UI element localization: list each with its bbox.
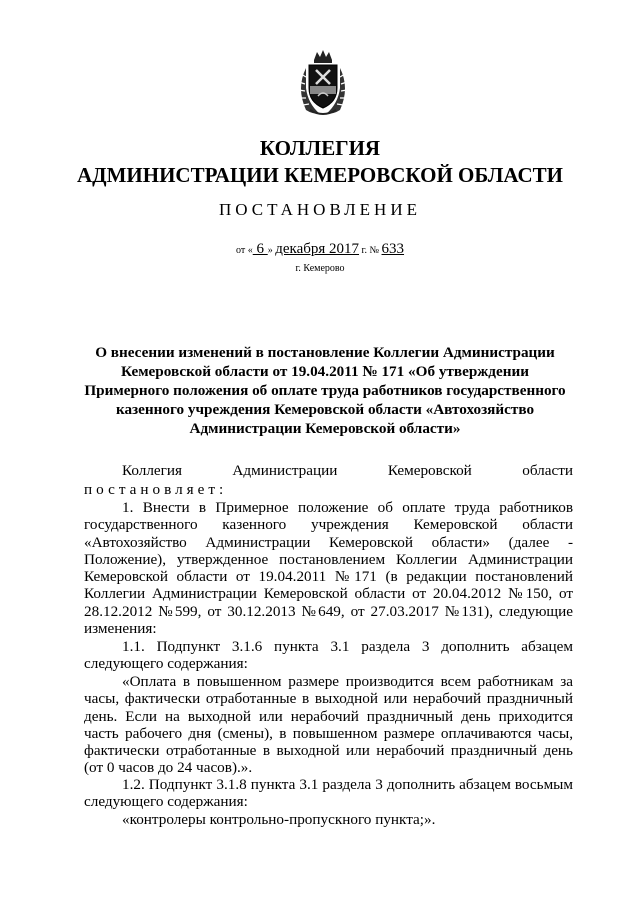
coat-of-arms-emblem bbox=[292, 48, 354, 118]
document-type: ПОСТАНОВЛЕНИЕ bbox=[218, 200, 421, 219]
quote-paragraph-2: «контролеры контрольно-пропускного пункта;». bbox=[122, 811, 436, 828]
org-title-line2: АДМИНИСТРАЦИИ КЕМЕРОВСКОЙ ОБЛАСТИ bbox=[76, 163, 564, 187]
intro-line: Коллегия Администрации Кемеровской области bbox=[122, 462, 573, 479]
org-title-line1: КОЛЛЕГИЯ bbox=[259, 136, 381, 160]
intro-word: постановляет: bbox=[84, 481, 228, 498]
date-month-year: декабря 2017 bbox=[275, 241, 360, 257]
document-subject: О внесении изменений в постановление Коллегии Администрации Кемеровской области от 19.04.2011 № 171 «Об утверждении Примерного положения об оплате труда работников государственного казенного учреждения Кемеровской области «Автохозяйство Администрации Кемеровской области» bbox=[84, 344, 566, 437]
document-city: г. Кемерово bbox=[295, 263, 345, 274]
date-day: 6 bbox=[252, 241, 268, 257]
paragraph-item1-2: 1.2. Подпункт 3.1.8 пункта 3.1 раздела 3 дополнить абзацем восьмым следующего содержания: bbox=[84, 776, 573, 811]
date-mid: » bbox=[267, 245, 276, 256]
document-date-line bbox=[0, 241, 640, 258]
paragraph-item1-1: 1.1. Подпункт 3.1.6 пункта 3.1 раздела 3 дополнить абзацем следующего содержания: bbox=[84, 638, 573, 673]
paragraph-item1: 1. Внести в Примерное положение об оплате труда работников государственного казенного учреждения Кемеровской области «Автохозяйство Администрации Кемеровской области» (далее - Положение), утвержденное постановлением Коллегии Администрации Кемеровской области от 19.04.2011 №171 (в редакции постановлений Коллегии Администрации Кемеровской области от 20.04.2012 №150, от 28.12.2012 №599, от 30.12.2013 №649, от 27.03.2017 №131), следующие изменения: bbox=[84, 499, 573, 638]
document-number: 633 bbox=[381, 241, 405, 257]
date-year-suffix: г. № bbox=[359, 245, 382, 256]
date-prefix: от « bbox=[235, 245, 253, 256]
quote-paragraph-1: «Оплата в повышенном размере производится всем работникам за часы, фактически отработанные в выходной или нерабочий праздничный день. Если на выходной или нерабочий праздничный день приходится часть рабочего дня (смены), в повышенном размере оплачиваются часы, фактически отработанные в выходной или нерабочий праздничный день (от 0 часов до 24 часов).». bbox=[84, 673, 573, 777]
